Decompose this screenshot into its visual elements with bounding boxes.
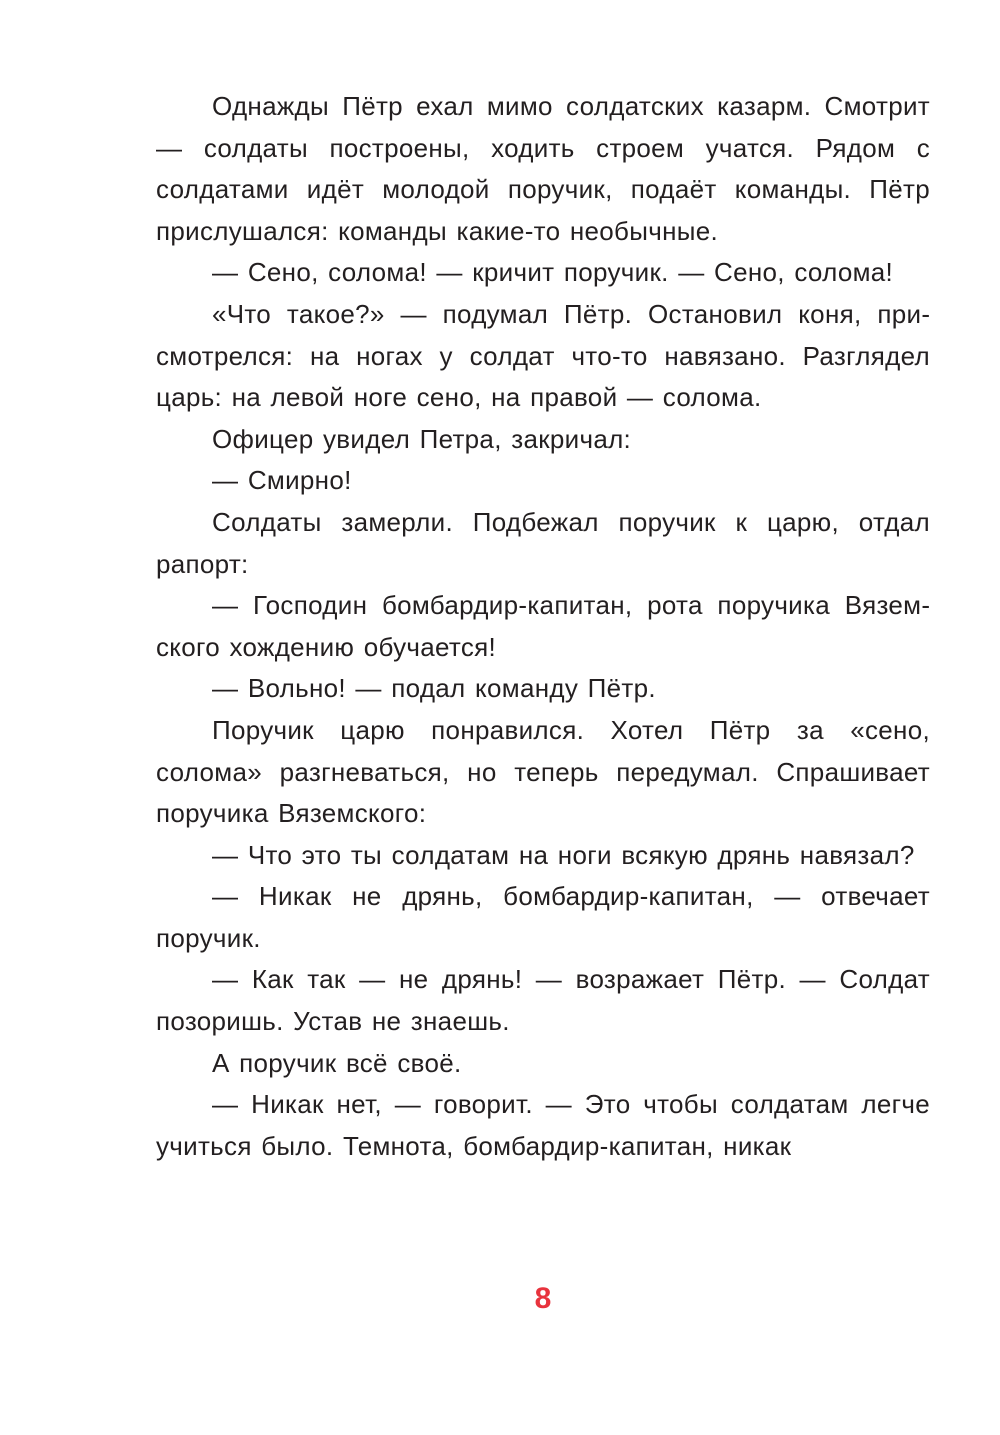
paragraph: — Как так — не дрянь! — возражает Пётр. — Солдат позоришь. Устав не знаешь. [156,964,930,1037]
story-text [156,86,930,1167]
paragraph: — Никак нет, — говорит. — Это чтобы солдатам легче учиться было. Темнота, бомбардир-капитан, никак [156,1089,930,1161]
paragraph: — Никак не дрянь, бомбардир-капитан, — отвечает поручик. [156,881,930,953]
paragraph: Однажды Пётр ехал мимо солдатских казарм. Смотрит — солдаты построены, ходить строем учатся. Рядом с солдатами идёт молодой поручик, подаёт команды. Пётр прислушался: команды какие-то необычные. [156,91,930,246]
paragraph: Поручик царю понравился. Хотел Пётр за «сено, солома» разгневаться, но теперь передумал. Спрашивает поручика Вяземского: [156,714,930,829]
paragraph: А поручик всё своё. [212,1047,462,1078]
paragraph: — Смирно! [212,465,352,496]
paragraph: — Что это ты солдатам на ноги всякую дрянь навязал? [212,839,915,870]
paragraph: Офицер увидел Петра, закричал: [212,423,632,454]
paragraph: — Сено, солома! — кричит поручик. — Сено, солома! [212,257,894,288]
paragraph: «Что такое?» — подумал Пётр. Остановил коня, присмотрелся: на ногах у солдат что-то навязано. Разглядел царь: на левой ноге сено, на правой — солома. [156,298,930,413]
paragraph: — Вольно! — подал команду Пётр. [212,673,656,704]
page-number: 8 [534,1282,552,1315]
paragraph: — Господин бомбардир-капитан, рота поручика Вяземского хождению обучается! [156,590,930,662]
paragraph: Солдаты замерли. Подбежал поручик к царю, отдал рапорт: [156,506,930,579]
